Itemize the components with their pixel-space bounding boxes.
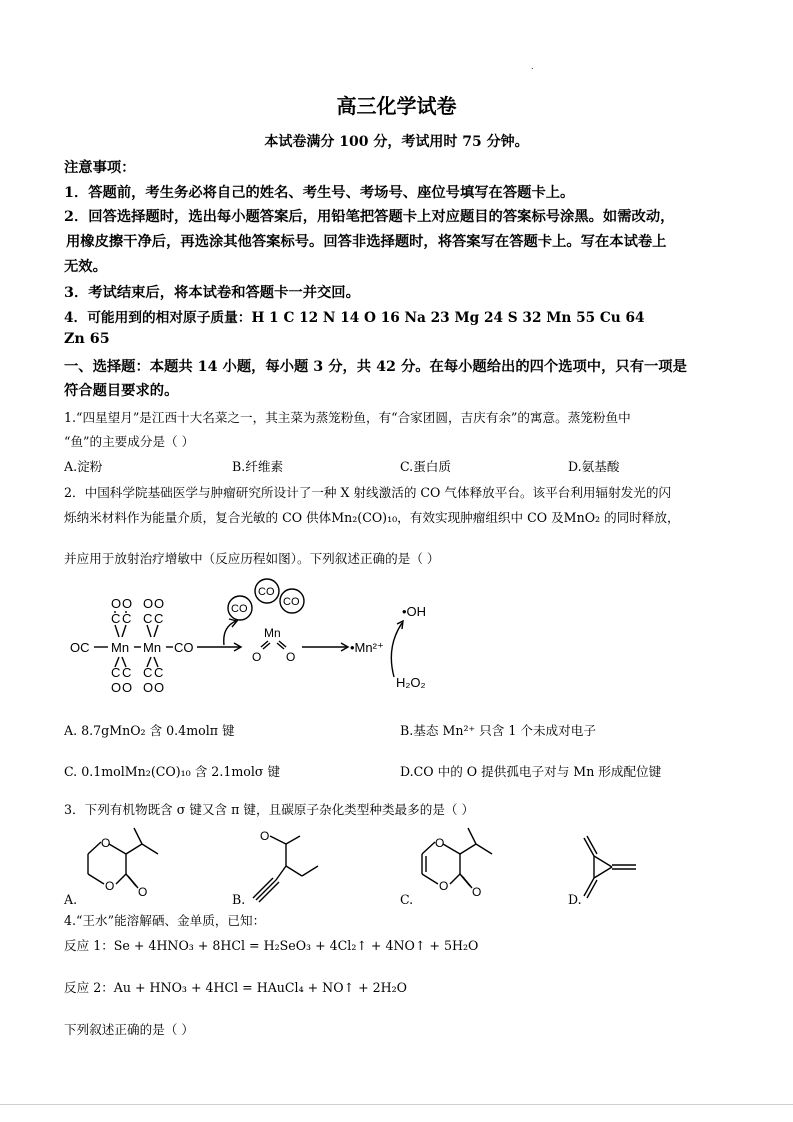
note-2-line-2: 用橡皮擦干净后，再选涂其他答案标号。回答非选择题时，将答案写在答题卡上。写在本试卷上 — [66, 234, 667, 250]
fig-c-top-3: C — [143, 611, 153, 626]
q2-option-a: A. 8.7gMnO₂ 含 0.4molπ 键 — [64, 723, 235, 738]
fig-o-fragment-right: O — [286, 650, 296, 664]
exam-info: 本试卷满分 100 分，考试用时 75 分钟。 — [264, 134, 529, 150]
fig-mn-fragment: Mn — [264, 626, 281, 640]
q3-structure-b — [240, 822, 340, 906]
fig-c-top-2: C — [122, 611, 132, 626]
q3-option-c-label: C. — [400, 892, 414, 907]
q1-option-c: C.蛋白质 — [400, 459, 451, 474]
note-2-line-1: 2．回答选择题时，选出每小题答案后，用铅笔把答题卡上对应题目的答案标号涂黑。如需改动， — [64, 209, 675, 225]
q2-option-d: D.CO 中的 O 提供孤电子对与 Mn 形成配位键 — [400, 764, 662, 779]
q3-structure-c — [410, 822, 510, 906]
q4-reaction-2: 反应 2：Au + HNO₃ + 4HCl = HAuCl₄ + NO↑ + 2H₂O — [64, 980, 407, 995]
fig-o-bot-1: O — [111, 680, 122, 695]
q4-reaction-1: 反应 1：Se + 4HNO₃ + 8HCl = H₂SeO₃ + 4Cl₂↑ + 4NO↑ + 5H₂O — [64, 938, 479, 953]
q3-option-b-label: B. — [232, 892, 246, 907]
note-3: 3．考试结束后，将本试卷和答题卡一并交回。 — [64, 285, 360, 301]
fig-oh-radical: •OH — [402, 604, 427, 619]
q3a-o-3: O — [138, 885, 148, 899]
q1-stem-line-2: “鱼”的主要成分是（ ） — [64, 434, 195, 449]
q3-structure-d — [578, 830, 648, 906]
q3-stem: 3．下列有机物既含 σ 键又含 π 键，且碳原子杂化类型种类最多的是（ ） — [64, 802, 475, 817]
fig-o-top-2: O — [122, 596, 133, 611]
fig-h2o2: H₂O₂ — [396, 675, 426, 690]
fig-c-bot-4: C — [154, 665, 164, 680]
q3-structure-a — [76, 822, 176, 906]
fig-co-bubble-1: CO — [231, 603, 248, 615]
note-2-line-3: 无效。 — [64, 259, 107, 275]
fig-mn-1: Mn — [111, 640, 130, 655]
section-heading-line-1: 一、选择题：本题共 14 小题，每小题 3 分，共 42 分。在每小题给出的四个选项中，只有一项是 — [64, 359, 687, 375]
fig-o-bot-4: O — [154, 680, 165, 695]
fig-co-bubble-3: CO — [283, 596, 300, 608]
fig-c-bot-1: C — [111, 665, 121, 680]
fig-o-bot-3: O — [143, 680, 154, 695]
fig-o-top-3: O — [143, 596, 154, 611]
q2-option-b: B.基态 Mn²⁺ 只含 1 个未成对电子 — [400, 723, 596, 738]
q2-stem-line-2: 烁纳米材料作为能量介质，复合光敏的 CO 供体Mn₂(CO)₁₀，有效实现肿瘤组织中 CO 及MnO₂ 的同时释放， — [64, 510, 680, 525]
note-1: 1．答题前，考生务必将自己的姓名、考生号、考场号、座位号填写在答题卡上。 — [64, 185, 575, 201]
fig-o-fragment-left: O — [252, 650, 262, 664]
fig-o-bot-2: O — [122, 680, 133, 695]
note-4-line-2: Zn 65 — [64, 331, 110, 347]
fig-mn2-ion: •Mn²⁺ — [350, 640, 384, 655]
q3b-o: O — [260, 829, 270, 843]
fig-c-top-4: C — [154, 611, 164, 626]
fig-co-bubble-2: CO — [258, 586, 275, 598]
q3c-o-1: O — [435, 836, 445, 850]
section-heading-line-2: 符合题目要求的。 — [64, 383, 179, 399]
q4-stem: 4.“王水”能溶解硒、金单质，已知： — [64, 913, 266, 928]
q3-option-a-label: A. — [64, 892, 78, 907]
q3-option-d-label: D. — [568, 892, 582, 907]
fig-c-bot-2: C — [122, 665, 132, 680]
q3a-o-2: O — [105, 879, 115, 893]
notes-heading: 注意事项： — [64, 160, 136, 176]
fig-o-top-1: O — [111, 596, 122, 611]
q2-reaction-figure — [64, 575, 444, 703]
fig-co-right: CO — [174, 640, 194, 655]
q1-option-a: A.淀粉 — [64, 459, 103, 474]
page-title: 高三化学试卷 — [336, 94, 457, 118]
fig-o-top-4: O — [154, 596, 165, 611]
page-bottom-rule — [0, 1104, 793, 1105]
q1-option-d: D.氨基酸 — [568, 459, 620, 474]
q2-stem-line-1: 2．中国科学院基础医学与肿瘤研究所设计了一种 X 射线激活的 CO 气体释放平台。该平台利用辐射发光的闪 — [64, 485, 672, 500]
q3a-o-1: O — [101, 836, 111, 850]
fig-oc-left: OC — [70, 640, 90, 655]
q3c-o-2: O — [439, 879, 449, 893]
q2-option-c: C. 0.1molMn₂(CO)₁₀ 含 2.1molσ 键 — [64, 764, 281, 779]
fig-mn-2: Mn — [143, 640, 162, 655]
page-mark: . — [531, 62, 534, 71]
q2-stem-line-3: 并应用于放射治疗增敏中（反应历程如图）。下列叙述正确的是（ ） — [64, 551, 440, 566]
note-4-line-1: 4．可能用到的相对原子质量：H 1 C 12 N 14 O 16 Na 23 Mg 24 S 32 Mn 55 Cu 64 — [64, 310, 645, 326]
q4-question: 下列叙述正确的是（ ） — [64, 1022, 194, 1037]
q1-stem-line-1: 1.“四星望月”是江西十大名菜之一，其主菜为蒸笼粉鱼，有“合家团圆，吉庆有余”的寓意。蒸笼粉鱼中 — [64, 410, 631, 425]
fig-c-top-1: C — [111, 611, 121, 626]
q1-option-b: B.纤维素 — [232, 459, 284, 474]
fig-c-bot-3: C — [143, 665, 153, 680]
q3c-o-3: O — [472, 885, 482, 899]
